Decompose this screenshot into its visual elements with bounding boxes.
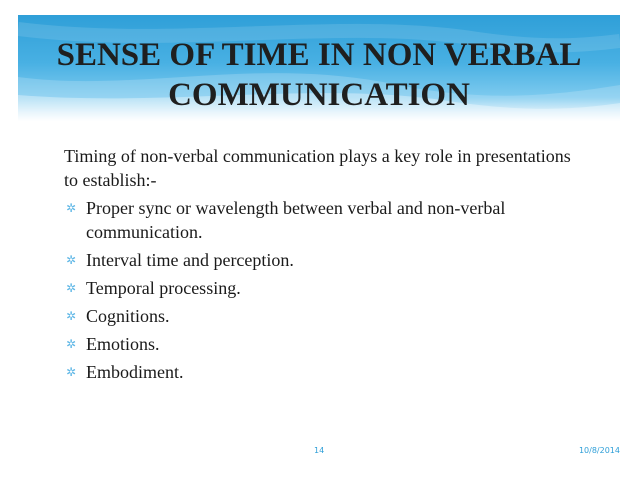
slide-body [64, 144, 584, 388]
bullet-item [64, 248, 584, 272]
bullet-item [64, 360, 584, 384]
asterisk-bullet-icon: ✲ [66, 253, 77, 267]
intro-text: Timing of non-verbal communication plays a key role in presentations to establish:- [64, 146, 571, 190]
asterisk-bullet-icon: ✲ [66, 337, 77, 351]
bullet-item [64, 332, 584, 356]
asterisk-bullet-icon: ✲ [66, 281, 77, 295]
bullet-text: Emotions. [86, 334, 160, 354]
bullet-text: Interval time and perception. [86, 250, 294, 270]
bullet-text: Proper sync or wavelength between verbal and non-verbal communication. [86, 198, 506, 242]
slide-title-line-2: COMMUNICATION [168, 77, 470, 113]
slide-page-number: 14 [314, 446, 325, 455]
asterisk-bullet-icon: ✲ [66, 309, 77, 323]
slide-title [18, 35, 620, 115]
bullet-text: Cognitions. [86, 306, 170, 326]
bullet-text: Embodiment. [86, 362, 184, 382]
bullet-item [64, 304, 584, 328]
asterisk-bullet-icon: ✲ [66, 365, 77, 379]
bullet-text: Temporal processing. [86, 278, 241, 298]
slide-title-line-1: SENSE OF TIME IN NON VERBAL [56, 37, 582, 73]
bullet-item [64, 196, 584, 244]
bullet-list [64, 196, 584, 384]
asterisk-bullet-icon: ✲ [66, 201, 77, 215]
slide-date: 10/8/2014 [578, 446, 620, 455]
title-banner [18, 15, 620, 121]
bullet-item [64, 276, 584, 300]
